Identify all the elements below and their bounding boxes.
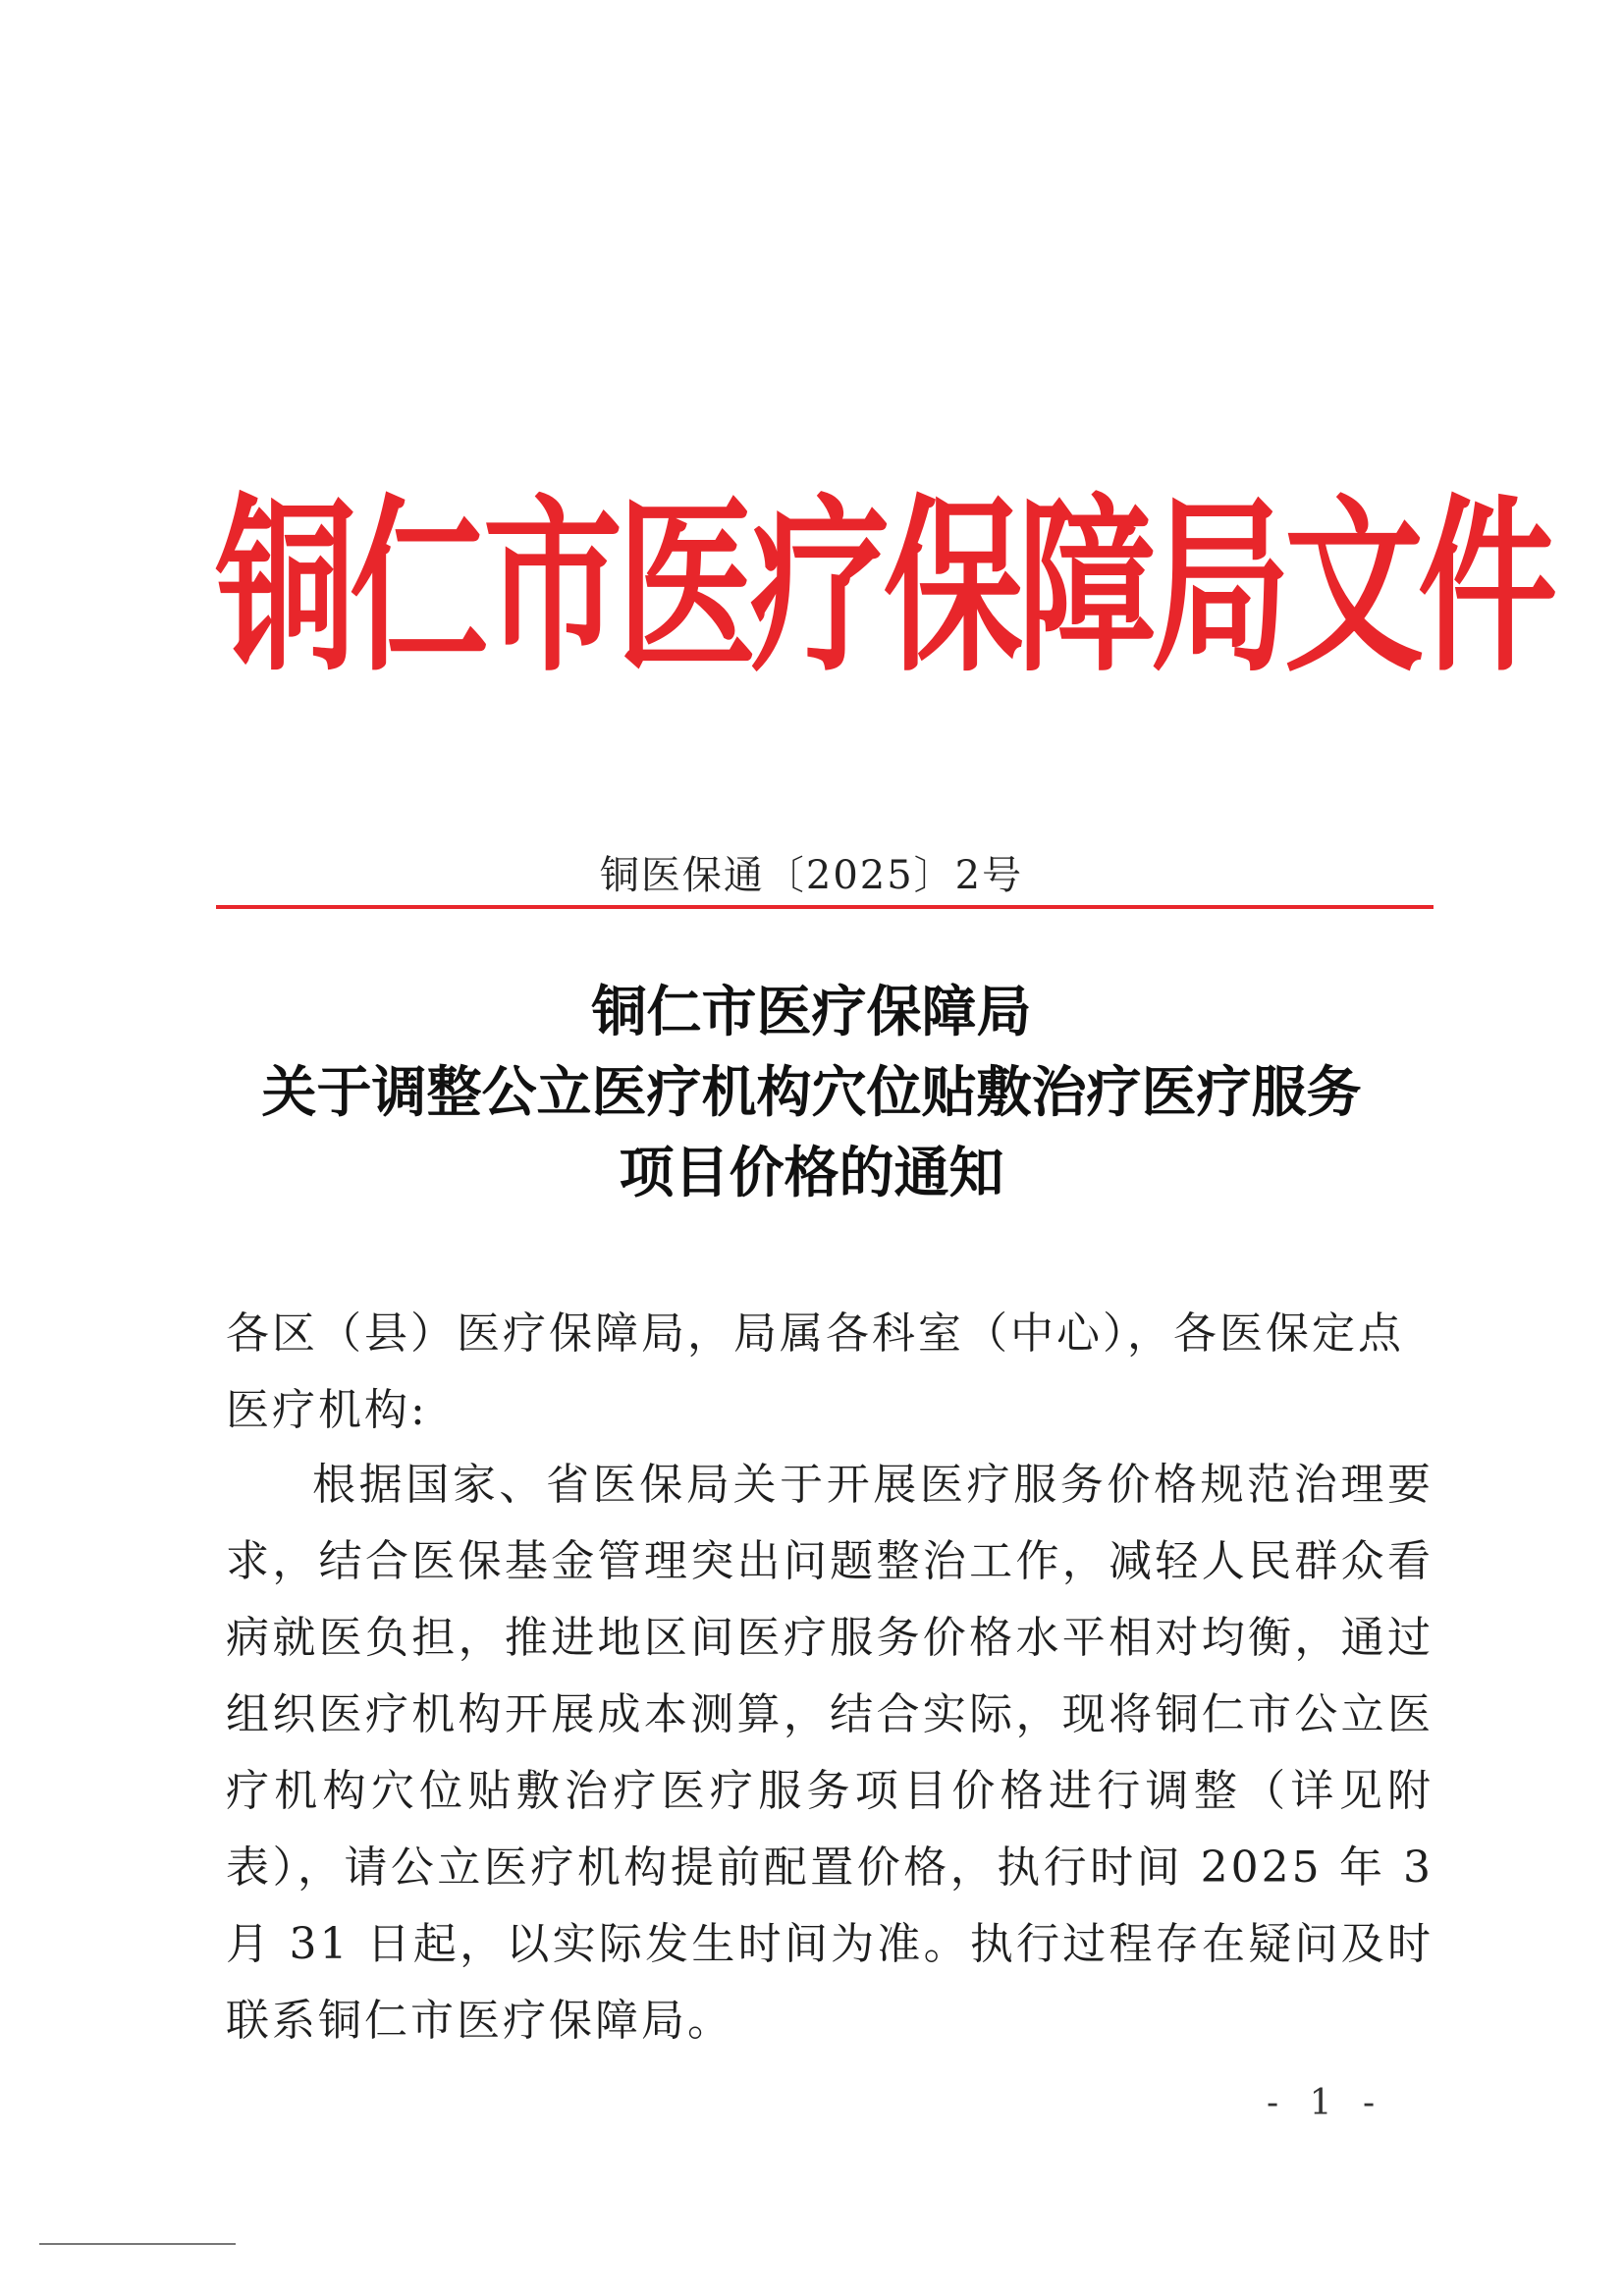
notice-title-line-1: 铜仁市医疗保障局: [591, 980, 1032, 1044]
addressee: 各区（县）医疗保障局，局属各科室（中心），各医保定点医疗机构:: [226, 1308, 1404, 1435]
page-number: - 1 -: [1267, 2083, 1385, 2123]
document-header-title: 铜仁市医疗保障局文件: [216, 478, 1551, 698]
red-divider-line: [216, 905, 1434, 909]
scan-edge-mark: [39, 2243, 236, 2245]
notice-title-line-2: 关于调整公立医疗机构穴位贴敷治疗医疗服务: [261, 1060, 1362, 1125]
notice-title: [177, 972, 1446, 1213]
notice-title-line-3: 项目价格的通知: [619, 1141, 1004, 1205]
body-paragraph: 根据国家、省医保局关于开展医疗服务价格规范治理要求，结合医保基金管理突出问题整治工作，减轻人民群众看病就医负担，推进地区间医疗服务价格水平相对均衡，通过组织医疗机构开展成本测算，结合实际，现将铜仁市公立医疗机构穴位贴敷治疗医疗服务项目价格进行调整（详见附表），请公立医疗机构提前配置价格，执行时间 2025 年 3 月 31 日起，以实际发生时间为准。执行过程存在疑问及时联系铜仁市医疗保障局。: [226, 1460, 1434, 2046]
document-number: 铜医保通〔2025〕2号: [599, 853, 1024, 898]
